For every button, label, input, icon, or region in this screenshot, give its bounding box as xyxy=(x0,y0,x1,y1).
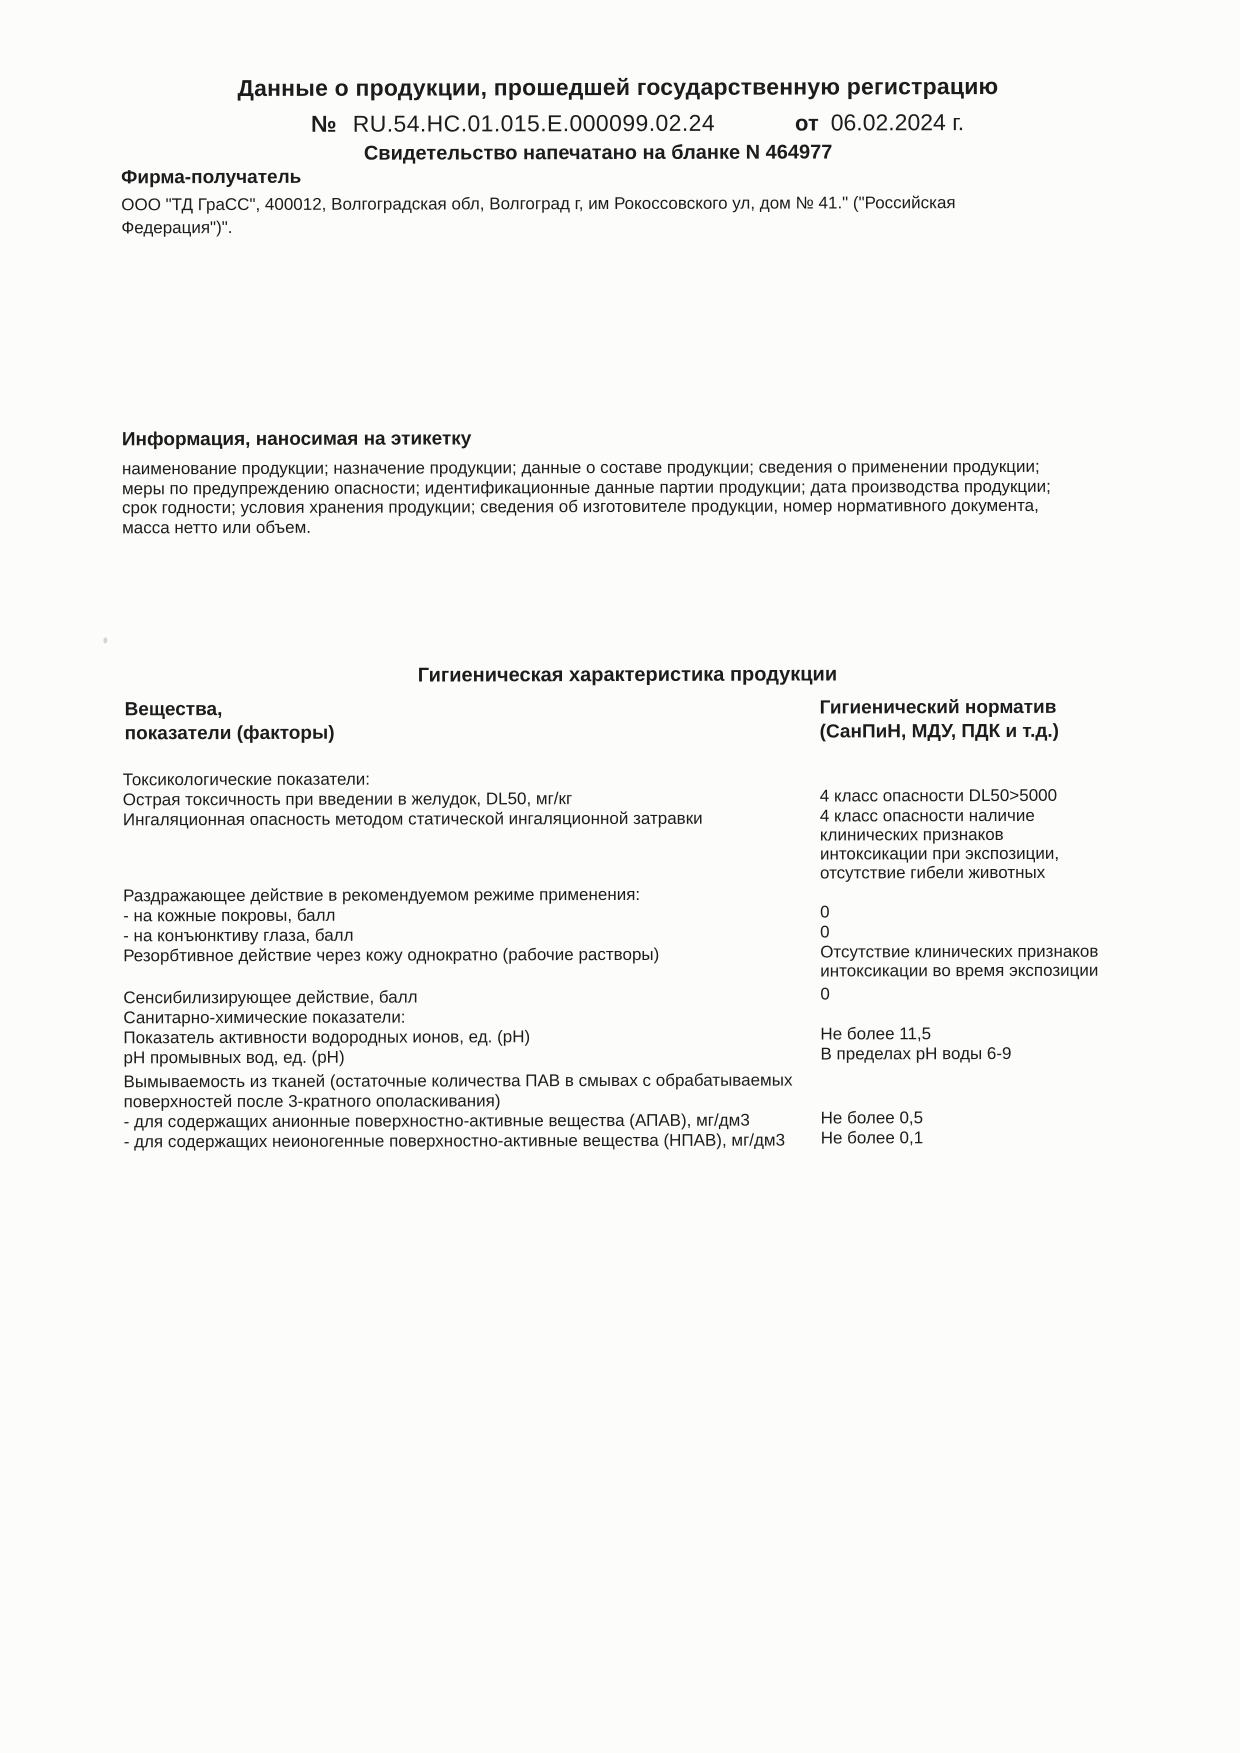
label-info-heading: Информация, наносимая на этикетку xyxy=(121,428,472,451)
hygiene-table-row xyxy=(124,1069,1240,1112)
recipient-heading: Фирма-получатель xyxy=(121,166,302,189)
number-sign: № xyxy=(310,110,337,137)
hygienic-norm-cell: 0 xyxy=(820,984,830,1004)
hygienic-norm-cell: 4 класс опасности наличие клинических признаков интоксикации при экспозиции, отсутствие гибели животных xyxy=(819,805,1060,883)
substance-indicator-cell: Токсикологические показатели: xyxy=(122,769,371,790)
scan-artifact-speck xyxy=(103,637,107,643)
hygienic-norm-cell xyxy=(820,766,1135,767)
registration-number: RU.54.HC.01.015.E.000099.02.24 xyxy=(352,109,716,137)
hygiene-heading: Гигиеническая характеристика продукции xyxy=(417,663,838,687)
column-header-substances: Вещества, показатели (факторы) xyxy=(124,699,335,745)
document-title: Данные о продукции, прошедшей государственную регистрацию xyxy=(237,73,999,101)
hygienic-norm-cell: 0 xyxy=(820,922,830,942)
hygienic-norm-cell: 4 класс опасности DL50>5000 xyxy=(819,785,1058,806)
substance-indicator-cell: - для содержащих анионные поверхностно-активные вещества (АПАВ), мг/дм3 xyxy=(123,1110,750,1132)
substance-indicator-cell: - на конъюнктиву глаза, балл xyxy=(123,925,354,946)
blank-form-note: Свидетельство напечатано на бланке N 464977 xyxy=(363,141,833,165)
substance-indicator-cell: Санитарно-химические показатели: xyxy=(123,1007,406,1028)
substance-indicator-cell: Резорбтивное действие через кожу однократно (рабочие растворы) xyxy=(123,944,660,966)
substance-indicator-cell: Показатель активности водородных ионов, ед. (рН) xyxy=(123,1027,531,1048)
date-from-label: от xyxy=(794,110,819,136)
substance-indicator-cell: Ингаляционная опасность методом статической ингаляционной затравки xyxy=(122,808,703,830)
substance-indicator-cell: Вымываемость из тканей (остаточные количества ПАВ в смывах с обрабатываемых поверхностей после 3-кратного ополаскивания) xyxy=(123,1070,793,1112)
hygiene-table-row xyxy=(124,1129,1240,1152)
hygienic-norm-cell: В пределах рН воды 6-9 xyxy=(820,1043,1012,1064)
substance-indicator-cell: рН промывных вод, ед. (рН) xyxy=(123,1047,345,1068)
recipient-section xyxy=(121,165,1031,239)
substance-indicator-cell: Раздражающее действие в рекомендуемом режиме применения: xyxy=(123,884,641,906)
registration-number-line xyxy=(0,108,1238,138)
hygienic-norm-cell: Отсутствие клинических признаков интоксикации во время экспозиции xyxy=(820,941,1099,981)
hygienic-norm-cell: 0 xyxy=(820,902,830,922)
hygiene-table-row xyxy=(123,1045,1240,1068)
hygiene-table-row xyxy=(123,943,1240,984)
substance-indicator-cell: Сенсибилизирующее действие, балл xyxy=(123,987,418,1008)
column-header-norm: Гигиенический норматив (СанПиН, МДУ, ПДК и т.д.) xyxy=(819,696,1060,743)
hygienic-norm-cell: Не более 0,1 xyxy=(820,1128,924,1148)
recipient-address: ООО "ТД ГраСС", 400012, Волгоградская обл, Волгоград г, им Рокоссовского ул, дом № 41." ("Российская Федерация")". xyxy=(121,193,956,237)
hygienic-norm-cell xyxy=(821,1068,1136,1069)
hygiene-table-row xyxy=(123,807,1240,886)
hygienic-norm-cell: Не более 0,5 xyxy=(820,1108,924,1128)
substance-indicator-cell: Острая токсичность при введении в желудок, DL50, мг/кг xyxy=(122,789,573,810)
hygiene-table-rows xyxy=(0,767,1240,1152)
registration-date: 06.02.2024 г. xyxy=(830,109,965,136)
hygiene-table-header xyxy=(0,695,1240,746)
substance-indicator-cell: - на кожные покровы, балл xyxy=(123,905,336,926)
hygiene-section xyxy=(0,662,1240,1152)
label-info-text: наименование продукции; назначение продукции; данные о составе продукции; сведения о применении продукции; меры по предупреждению опасности; идентификационные данные партии продукции; дата производства продукции; срок годности; условия хранения продукции; сведения об изготовителе продукции, номер нормативного документа, масса нетто или объем. xyxy=(121,456,1051,537)
substance-indicator-cell: - для содержащих неионогенные поверхностно-активные вещества (НПАВ), мг/дм3 xyxy=(123,1130,786,1152)
hygienic-norm-cell: Не более 11,5 xyxy=(820,1024,932,1044)
label-info-section xyxy=(122,427,1112,538)
